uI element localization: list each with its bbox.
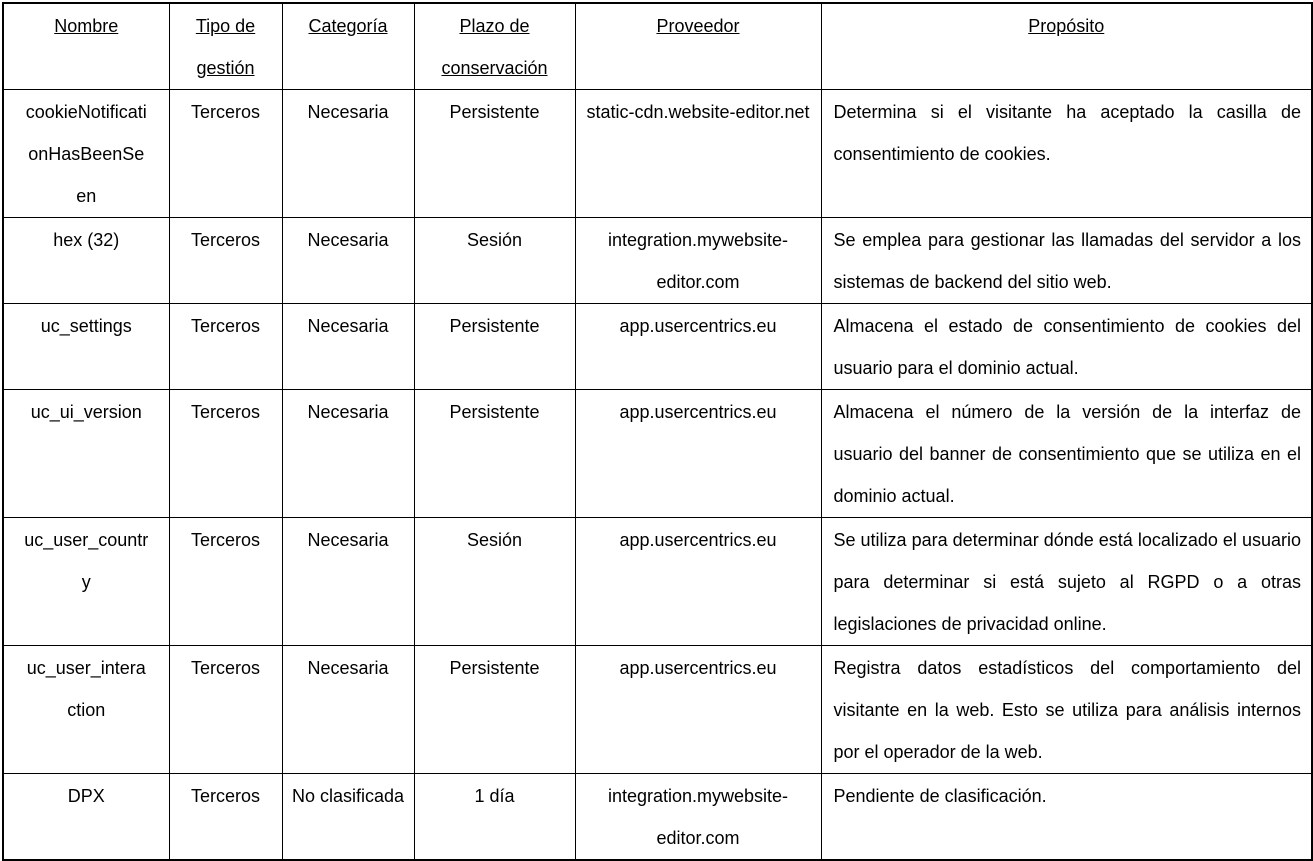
cell-categoria: Necesaria bbox=[282, 518, 414, 646]
header-row bbox=[3, 3, 1312, 90]
cell-proposito: Almacena el número de la versión de la interfaz de usuario del banner de consentimiento que se utiliza en el dominio actual. bbox=[821, 390, 1312, 518]
cell-plazo: Persistente bbox=[414, 304, 575, 390]
cell-tipo-gestion: Terceros bbox=[169, 304, 282, 390]
col-header-plazo-de-conservacion bbox=[414, 3, 575, 90]
col-header-categoria-label: Categoría bbox=[308, 16, 388, 36]
cell-tipo-gestion: Terceros bbox=[169, 646, 282, 774]
cell-tipo-gestion: Terceros bbox=[169, 218, 282, 304]
table-row-uc-user-country bbox=[3, 518, 1312, 646]
cell-nombre: DPX bbox=[3, 774, 169, 861]
table-row-uc-user-interaction bbox=[3, 646, 1312, 774]
cell-categoria: Necesaria bbox=[282, 90, 414, 218]
cell-proveedor: app.usercentrics.eu bbox=[575, 646, 821, 774]
table-row-cookienotificationhasbeenseen bbox=[3, 90, 1312, 218]
cell-nombre: uc_ui_version bbox=[3, 390, 169, 518]
col-header-tipo-de-gestion bbox=[169, 3, 282, 90]
cell-proveedor: app.usercentrics.eu bbox=[575, 518, 821, 646]
cell-proposito: Se utiliza para determinar dónde está localizado el usuario para determinar si está sujeto al RGPD o a otras legislaciones de privacidad online. bbox=[821, 518, 1312, 646]
cell-tipo-gestion: Terceros bbox=[169, 390, 282, 518]
cell-categoria: Necesaria bbox=[282, 646, 414, 774]
cell-nombre: hex (32) bbox=[3, 218, 169, 304]
col-header-categoria bbox=[282, 3, 414, 90]
col-header-nombre bbox=[3, 3, 169, 90]
col-header-tipo-de-gestion-label: Tipo de gestión bbox=[195, 16, 256, 78]
cell-tipo-gestion: Terceros bbox=[169, 518, 282, 646]
cell-plazo: 1 día bbox=[414, 774, 575, 861]
cell-proposito: Pendiente de clasificación. bbox=[821, 774, 1312, 861]
cell-categoria: Necesaria bbox=[282, 390, 414, 518]
cell-tipo-gestion: Terceros bbox=[169, 774, 282, 861]
col-header-plazo-de-conservacion-label: Plazo de conservación bbox=[441, 16, 548, 78]
cell-proveedor: static-cdn.website-editor.net bbox=[575, 90, 821, 218]
cell-nombre: uc_settings bbox=[3, 304, 169, 390]
cell-plazo: Persistente bbox=[414, 646, 575, 774]
table-row-hex-32 bbox=[3, 218, 1312, 304]
cell-proveedor: app.usercentrics.eu bbox=[575, 390, 821, 518]
cell-nombre: cookieNotificationHasBeenSeen bbox=[3, 90, 169, 218]
table-body bbox=[3, 90, 1312, 861]
col-header-proveedor-label: Proveedor bbox=[656, 16, 740, 36]
cell-proveedor: integration.mywebsite-editor.com bbox=[575, 218, 821, 304]
cell-proveedor: app.usercentrics.eu bbox=[575, 304, 821, 390]
cell-categoria: Necesaria bbox=[282, 304, 414, 390]
cell-plazo: Sesión bbox=[414, 218, 575, 304]
cell-plazo: Sesión bbox=[414, 518, 575, 646]
cell-proposito: Almacena el estado de consentimiento de cookies del usuario para el dominio actual. bbox=[821, 304, 1312, 390]
cell-proposito: Se emplea para gestionar las llamadas del servidor a los sistemas de backend del sitio web. bbox=[821, 218, 1312, 304]
cell-nombre: uc_user_interaction bbox=[3, 646, 169, 774]
col-header-proposito-label: Propósito bbox=[1028, 16, 1105, 36]
cell-tipo-gestion: Terceros bbox=[169, 90, 282, 218]
table-row-uc-ui-version bbox=[3, 390, 1312, 518]
table-row-dpx bbox=[3, 774, 1312, 861]
cell-proveedor: integration.mywebsite-editor.com bbox=[575, 774, 821, 861]
table-header bbox=[3, 3, 1312, 90]
col-header-nombre-label: Nombre bbox=[54, 16, 119, 36]
cell-proposito: Determina si el visitante ha aceptado la casilla de consentimiento de cookies. bbox=[821, 90, 1312, 218]
col-header-proposito bbox=[821, 3, 1312, 90]
cell-categoria: Necesaria bbox=[282, 218, 414, 304]
cell-proposito: Registra datos estadísticos del comportamiento del visitante en la web. Esto se utiliza para análisis internos por el operador de la web. bbox=[821, 646, 1312, 774]
cookie-policy-table bbox=[2, 2, 1313, 861]
cell-categoria: No clasificada bbox=[282, 774, 414, 861]
col-header-proveedor bbox=[575, 3, 821, 90]
cell-plazo: Persistente bbox=[414, 390, 575, 518]
table-row-uc-settings bbox=[3, 304, 1312, 390]
cell-plazo: Persistente bbox=[414, 90, 575, 218]
cell-nombre: uc_user_country bbox=[3, 518, 169, 646]
